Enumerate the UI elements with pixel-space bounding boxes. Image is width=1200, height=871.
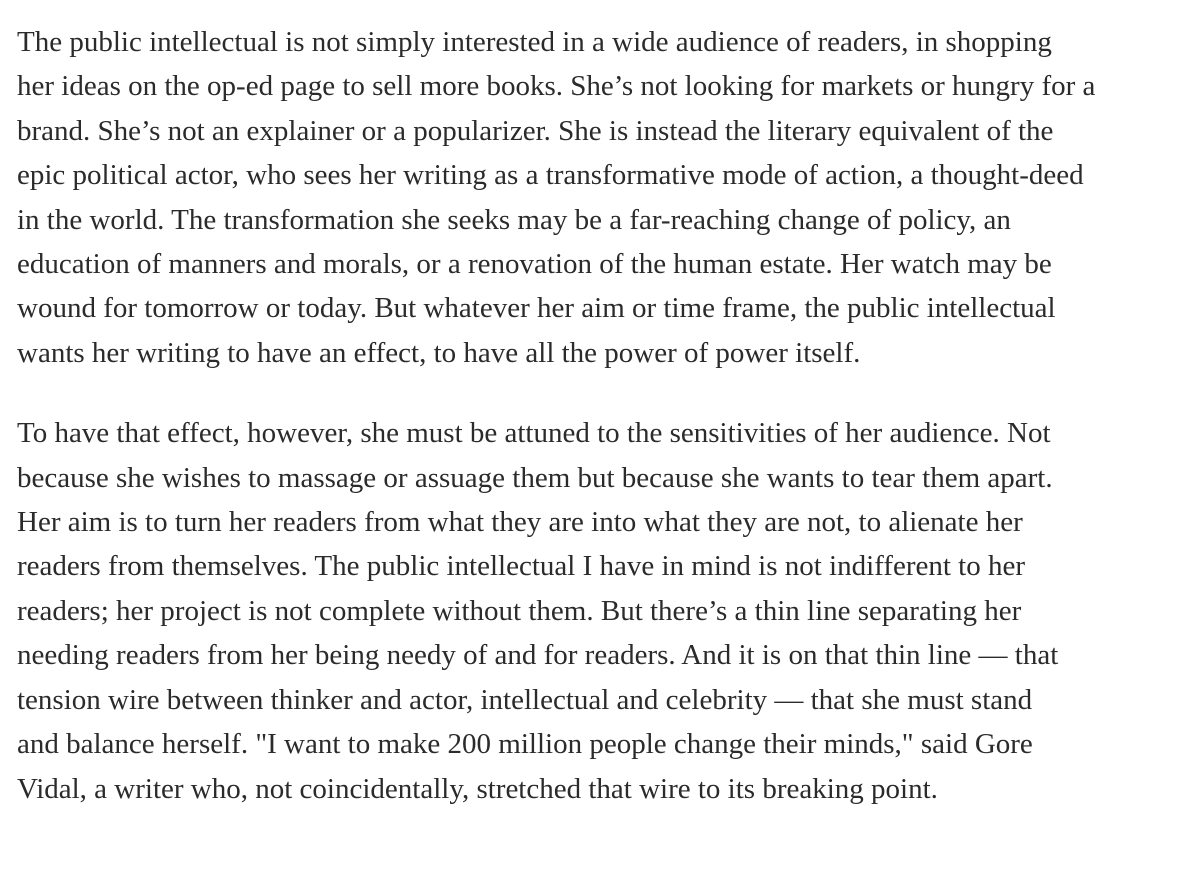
text-line: in the world. The transformation she seeks may be a far-reaching change of policy, an (17, 203, 1011, 236)
text-line: To have that effect, however, she must be attuned to the sensitivities of her audience. Not (17, 417, 1051, 450)
text-line: brand. She’s not an explainer or a popularizer. She is instead the literary equivalent of the (17, 114, 1054, 147)
text-line: epic political actor, who sees her writing as a transformative mode of action, a thought-deed (17, 159, 1084, 192)
text-line: readers; her project is not complete without them. But there’s a thin line separating her (17, 594, 1022, 627)
text-line: readers from themselves. The public intellectual I have in mind is not indifferent to her (17, 550, 1025, 583)
text-line: and balance herself. "I want to make 200 million people change their minds," said Gore (17, 728, 1033, 761)
text-line: needing readers from her being needy of and for readers. And it is on that thin line — that (17, 639, 1059, 672)
paragraph-2 (17, 411, 1197, 811)
text-line: Vidal, a writer who, not coincidentally, stretched that wire to its breaking point. (17, 772, 938, 805)
paragraph-1 (17, 20, 1197, 375)
text-line: wound for tomorrow or today. But whatever her aim or time frame, the public intellectual (17, 292, 1056, 325)
text-line: The public intellectual is not simply interested in a wide audience of readers, in shopping (17, 26, 1052, 58)
text-line: her ideas on the op-ed page to sell more books. She’s not looking for markets or hungry for a (17, 70, 1096, 103)
text-line: because she wishes to massage or assuage them but because she wants to tear them apart. (17, 461, 1053, 494)
text-line: education of manners and morals, or a renovation of the human estate. Her watch may be (17, 248, 1052, 281)
text-line: tension wire between thinker and actor, intellectual and celebrity — that she must stand (17, 683, 1033, 716)
text-line: Her aim is to turn her readers from what they are into what they are not, to alienate her (17, 506, 1023, 539)
article-body (17, 20, 1197, 811)
text-line: wants her writing to have an effect, to have all the power of power itself. (17, 336, 861, 369)
